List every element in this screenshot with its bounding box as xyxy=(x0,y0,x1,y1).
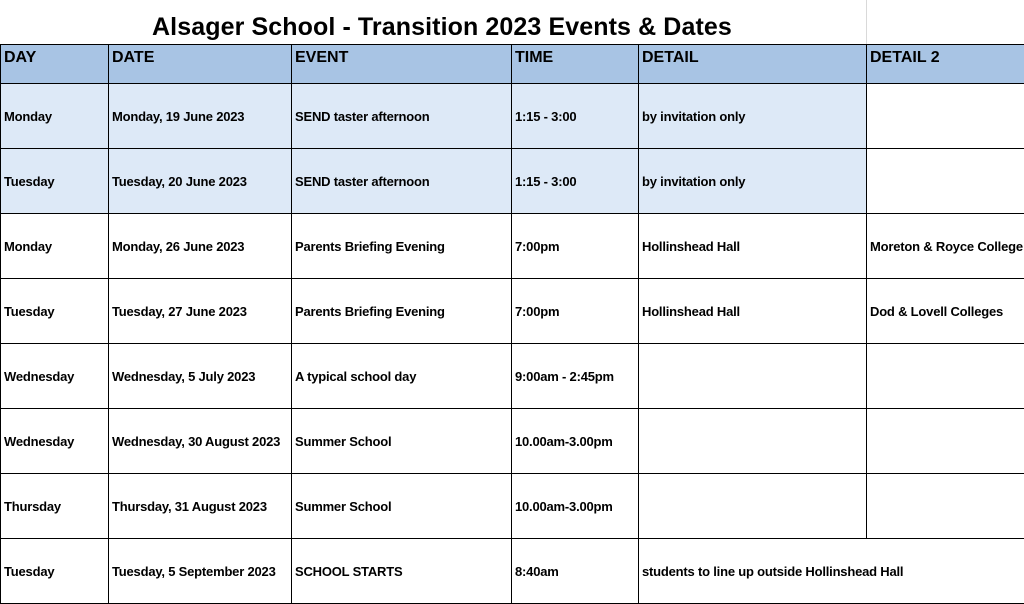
cell-time: 7:00pm xyxy=(512,214,639,279)
cell-event: Parents Briefing Evening xyxy=(292,214,512,279)
cell-event: SEND taster afternoon xyxy=(292,84,512,149)
cell-day: Wednesday xyxy=(1,409,109,474)
cell-detail xyxy=(639,474,867,539)
table-row xyxy=(1,409,1024,474)
cell-date: Wednesday, 5 July 2023 xyxy=(109,344,292,409)
cell-detail xyxy=(639,409,867,474)
table-row xyxy=(1,214,1024,279)
cell-event: Summer School xyxy=(292,409,512,474)
header-detail: DETAIL xyxy=(639,45,867,84)
table-row xyxy=(1,474,1024,539)
column-divider xyxy=(866,0,867,44)
header-day: DAY xyxy=(1,45,109,84)
cell-event: SEND taster afternoon xyxy=(292,149,512,214)
cell-date: Monday, 26 June 2023 xyxy=(109,214,292,279)
title-row xyxy=(0,0,1024,44)
cell-detail xyxy=(639,344,867,409)
header-time: TIME xyxy=(512,45,639,84)
cell-date: Wednesday, 30 August 2023 xyxy=(109,409,292,474)
cell-date: Thursday, 31 August 2023 xyxy=(109,474,292,539)
cell-date: Tuesday, 20 June 2023 xyxy=(109,149,292,214)
cell-detail-2 xyxy=(867,149,1024,214)
header-event: EVENT xyxy=(292,45,512,84)
cell-day: Monday xyxy=(1,84,109,149)
events-table xyxy=(0,44,1024,604)
cell-detail: students to line up outside Hollinshead Hall xyxy=(639,539,1024,604)
cell-time: 1:15 - 3:00 xyxy=(512,149,639,214)
cell-detail-2: Dod & Lovell Colleges xyxy=(867,279,1024,344)
cell-detail: by invitation only xyxy=(639,84,867,149)
cell-detail-2 xyxy=(867,84,1024,149)
cell-date: Monday, 19 June 2023 xyxy=(109,84,292,149)
cell-day: Tuesday xyxy=(1,279,109,344)
cell-detail-2 xyxy=(867,409,1024,474)
cell-time: 10.00am-3.00pm xyxy=(512,474,639,539)
table-row xyxy=(1,539,1024,604)
cell-detail-2 xyxy=(867,474,1024,539)
cell-date: Tuesday, 5 September 2023 xyxy=(109,539,292,604)
cell-event: SCHOOL STARTS xyxy=(292,539,512,604)
cell-time: 1:15 - 3:00 xyxy=(512,84,639,149)
cell-event: Parents Briefing Evening xyxy=(292,279,512,344)
cell-detail-2 xyxy=(867,344,1024,409)
cell-time: 10.00am-3.00pm xyxy=(512,409,639,474)
table-row xyxy=(1,344,1024,409)
cell-day: Thursday xyxy=(1,474,109,539)
page-title: Alsager School - Transition 2023 Events & Dates xyxy=(152,12,732,42)
header-row xyxy=(1,45,1024,84)
table-row xyxy=(1,149,1024,214)
cell-detail-2: Moreton & Royce College xyxy=(867,214,1024,279)
cell-time: 8:40am xyxy=(512,539,639,604)
cell-day: Tuesday xyxy=(1,149,109,214)
cell-detail: Hollinshead Hall xyxy=(639,279,867,344)
cell-time: 7:00pm xyxy=(512,279,639,344)
cell-detail: Hollinshead Hall xyxy=(639,214,867,279)
header-detail-2: DETAIL 2 xyxy=(867,45,1024,84)
cell-event: A typical school day xyxy=(292,344,512,409)
cell-day: Tuesday xyxy=(1,539,109,604)
cell-time: 9:00am - 2:45pm xyxy=(512,344,639,409)
header-date: DATE xyxy=(109,45,292,84)
cell-day: Monday xyxy=(1,214,109,279)
cell-detail: by invitation only xyxy=(639,149,867,214)
cell-event: Summer School xyxy=(292,474,512,539)
table-row xyxy=(1,279,1024,344)
table-row xyxy=(1,84,1024,149)
cell-day: Wednesday xyxy=(1,344,109,409)
cell-date: Tuesday, 27 June 2023 xyxy=(109,279,292,344)
